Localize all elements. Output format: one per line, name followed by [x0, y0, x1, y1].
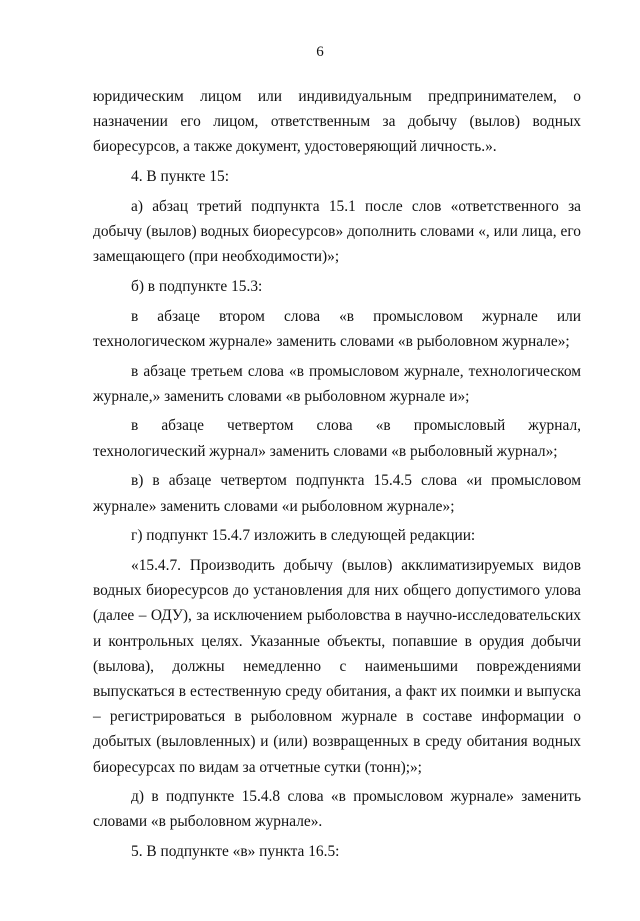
paragraph-item-4d: д) в подпункте 15.4.8 слова «в промысловом журнале» заменить словами «в рыболовном журнале». [93, 788, 581, 831]
paragraph-item-4v: в) в абзаце четвертом подпункта 15.4.5 слова «и промысловом журнале» заменить словами «и рыболовном журнале»; [93, 472, 581, 515]
paragraph-item-5: 5. В подпункте «в» пункта 16.5: [131, 843, 340, 861]
paragraph-item-4b: б) в подпункте 15.3: [131, 277, 263, 295]
paragraph-item-4: 4. В пункте 15: [131, 168, 230, 186]
paragraph-4b-third: в абзаце третьем слова «в промысловом журнале, технологическом журнале,» заменить словами «в рыболовном журнале и»; [93, 362, 581, 405]
paragraph-4b-second: в абзаце втором слова «в промысловом журнале или технологическом журнале» заменить словами «в рыболовном журнале»; [93, 307, 581, 350]
paragraph-item-4a: а) абзац третий подпункта 15.1 после слов «ответственного за добычу (вылов) водных биоресурсов» дополнить словами «, или лица, его замещающего (при необходимости)»; [93, 197, 581, 266]
document-body [93, 84, 581, 864]
paragraph-continuation: юридическим лицом или индивидуальным предпринимателем, о назначении его лицом, ответственным за добычу (вылов) водных биоресурсов, а также документ, удостоверяющий личность.». [93, 88, 581, 156]
paragraph-item-4g: г) подпункт 15.4.7 изложить в следующей редакции: [131, 527, 476, 545]
page-number: 6 [316, 44, 324, 60]
paragraph-4b-fourth: в абзаце четвертом слова «в промысловый журнал, технологический журнал» заменить словами «в рыболовный журнал»; [93, 417, 581, 460]
paragraph-15-4-7: «15.4.7. Производить добычу (вылов) акклиматизируемых видов водных биоресурсов до установления для них общего допустимого улова (далее – ОДУ), за исключением рыболовства в научно-исследовательских и контрольных целях. Указанные объекты, попавшие в орудия добычи (вылова), должны немедленно с наименьшими повреждениями выпускаться в естественную среду обитания, а факт их поимки и выпуска – регистрироваться в рыболовном журнале в составе информации о добытых (выловленных) и (или) возвращенных в среду обитания водных биоресурсах по видам за отчетные сутки (тонн);»; [93, 556, 581, 776]
